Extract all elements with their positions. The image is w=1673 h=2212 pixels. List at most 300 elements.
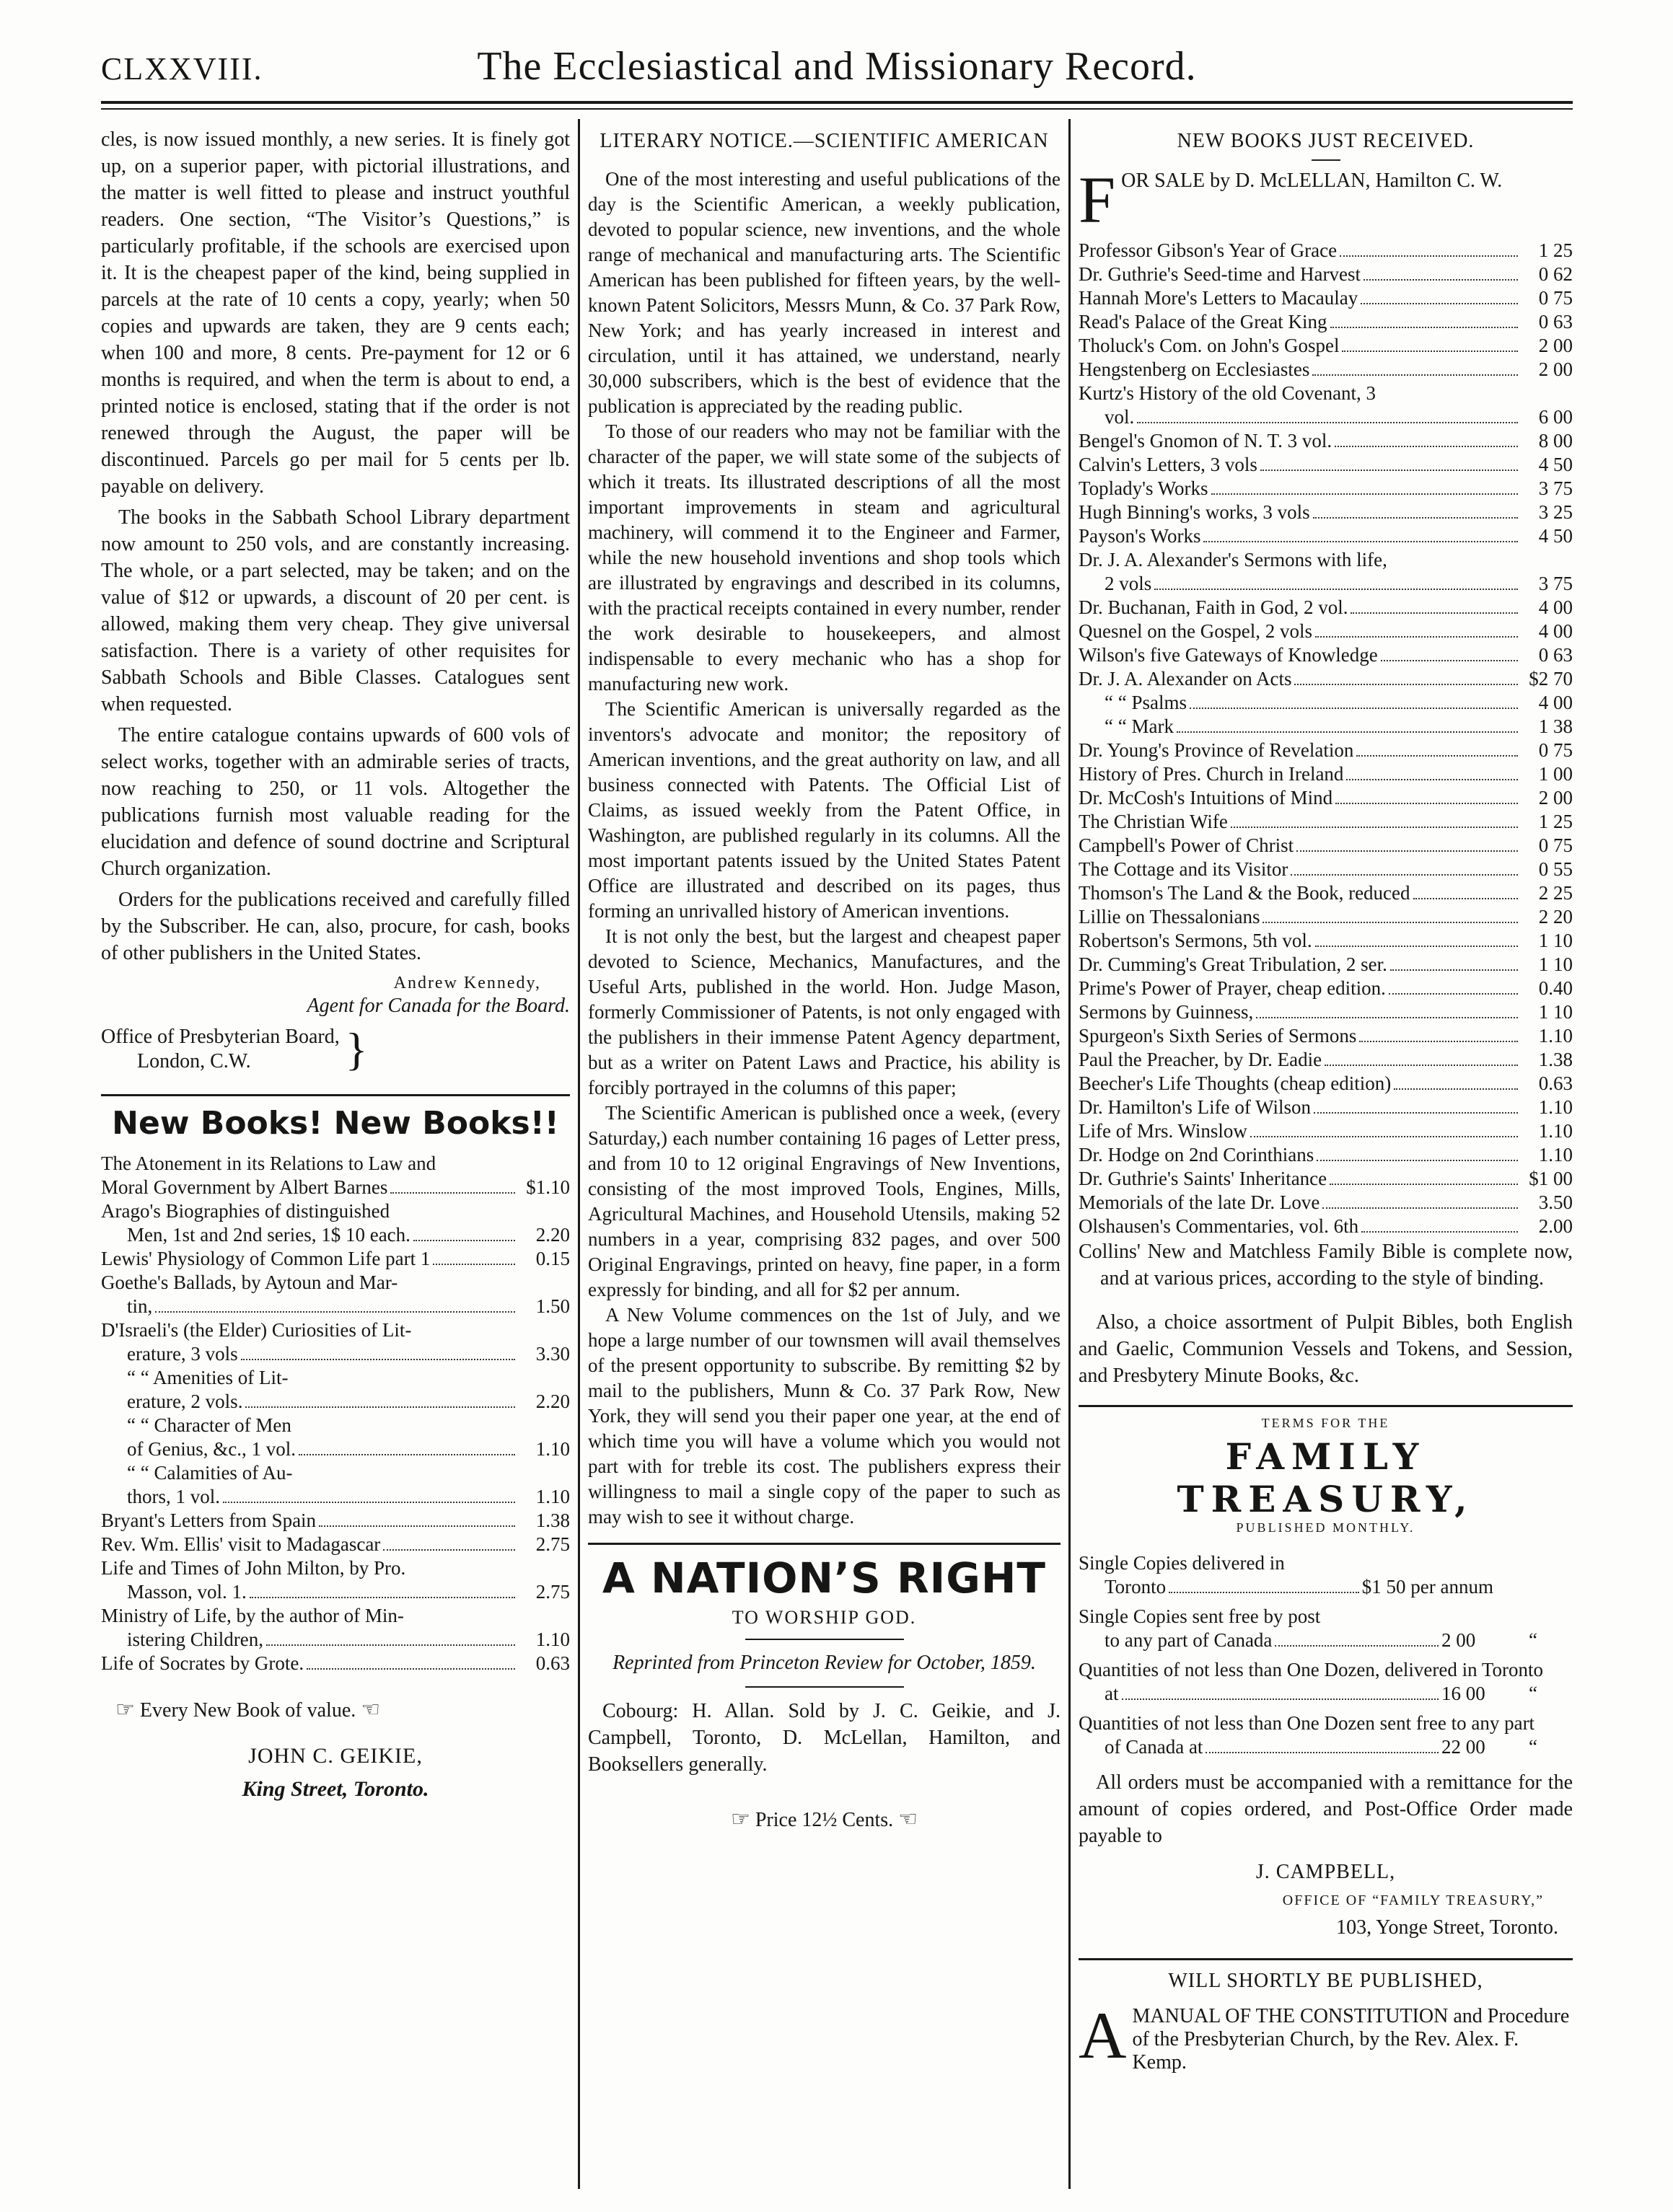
book-row — [101, 1437, 570, 1461]
book-row — [101, 1152, 570, 1176]
book-price: 0.15 — [535, 1248, 570, 1269]
leader-dots — [155, 1311, 515, 1313]
leader-dots — [1250, 1136, 1518, 1137]
section-divider — [101, 1094, 570, 1096]
book-row — [101, 1628, 570, 1652]
book-title: Prime's Power of Prayer, cheap edition. — [1079, 977, 1386, 999]
book-price: 1.10 — [535, 1438, 570, 1460]
book-price: 4 00 — [1538, 620, 1573, 642]
terms-line: Single Copies sent free by post — [1079, 1605, 1321, 1627]
book-title: Read's Palace of the Great King — [1079, 311, 1327, 332]
pointing-hand-left-icon: ☜ — [898, 1807, 918, 1832]
book-row — [101, 1271, 570, 1295]
book-price: 1 00 — [1538, 763, 1573, 785]
leader-dots — [319, 1525, 515, 1527]
book-price: 1.10 — [1538, 1144, 1573, 1166]
book-title: The Cottage and its Visitor — [1079, 858, 1288, 880]
leader-dots — [413, 1240, 515, 1241]
book-row — [1079, 953, 1573, 977]
book-price: 3 75 — [1538, 477, 1573, 499]
leader-dots — [1335, 803, 1518, 804]
book-row — [1079, 1096, 1573, 1119]
header-rule-bottom — [101, 108, 1573, 110]
terms-line: Quantities of not less than One Dozen sent free to any part — [1079, 1712, 1535, 1734]
leader-dots — [1364, 279, 1518, 281]
book-title: Ministry of Life, by the author of Min- — [101, 1605, 404, 1626]
leader-dots — [1335, 446, 1518, 447]
book-row — [1079, 1024, 1573, 1048]
campbell-office: OFFICE OF “FAMILY TREASURY,” — [1282, 1892, 1544, 1908]
leader-dots — [390, 1192, 515, 1194]
ditto-mark: “ — [1529, 1629, 1537, 1651]
book-title: Tholuck's Com. on John's Gospel — [1079, 335, 1340, 356]
book-title: Life of Socrates by Grote. — [101, 1652, 304, 1674]
book-price: 0 75 — [1538, 834, 1573, 856]
book-price: 2.00 — [1538, 1215, 1573, 1237]
leader-dots — [1351, 612, 1518, 614]
header-rule-top — [101, 101, 1573, 104]
book-row — [1079, 834, 1573, 858]
journal-title: The Ecclesiastical and Missionary Record. — [477, 44, 1197, 89]
leader-dots — [266, 1644, 515, 1646]
book-title: Hugh Binning's works, 3 vols — [1079, 501, 1310, 523]
leader-dots — [1361, 1231, 1518, 1233]
book-row — [1079, 453, 1573, 477]
leader-dots — [1313, 517, 1518, 519]
leader-dots — [1314, 1112, 1518, 1114]
new-books-heading: New Books! New Books!! — [112, 1105, 559, 1142]
book-row — [1079, 620, 1573, 643]
book-title: D'Israeli's (the Elder) Curiosities of Lit- — [101, 1319, 412, 1341]
book-row — [101, 1390, 570, 1414]
book-price: 0 63 — [1538, 311, 1573, 332]
article-paragraph: The Scientific American is universally regarded as the inventors's advocate and monitor; the repository of American inventions, and the great authority on law, and all business connected with Patents. The Official List of Claims, as issued weekly from the Patent Office, in Washington, are published regularly in its columns. All the most important patents issued by the United States Patent Office are illustrated and described on its pages, thus forming an unrivalled history of American inventions. — [588, 698, 1061, 922]
leader-dots — [383, 1549, 515, 1551]
column-right — [1079, 126, 1573, 2182]
book-title: Beecher's Life Thoughts (cheap edition) — [1079, 1072, 1392, 1094]
book-row — [1079, 382, 1573, 405]
book-row — [1079, 1215, 1573, 1238]
book-price: 1.10 — [1538, 1096, 1573, 1118]
book-row — [1079, 548, 1573, 572]
article-paragraph: To those of our readers who may not be familiar with the character of the paper, we will state some of the subjects of which it treats. Its illustrated descriptions of all the most important improvements in steam and agricultural machinery, will commend it to the Engineer and Farmer, while the new household inventions and shop tools which are illustrated by engravings and described in its columns, with the practical receipts contained in every number, render the work desirable to housekeepers, and almost indispensable to every mechanic who has a shop for manufacturing new work. — [588, 420, 1061, 695]
terms-line: Single Copies delivered in — [1079, 1552, 1285, 1574]
book-price: 3 75 — [1538, 573, 1573, 594]
book-title: Hengstenberg on Ecclesiastes — [1079, 358, 1310, 380]
signature-role: Agent for Canada for the Board. — [307, 995, 570, 1017]
book-title: Moral Government by Albert Barnes — [101, 1176, 388, 1198]
drop-cap-f: F — [1079, 169, 1116, 227]
pointing-hand-icon: ☞ — [115, 1697, 135, 1722]
leader-dots — [1346, 779, 1518, 780]
book-title: tin, — [127, 1295, 153, 1317]
book-price: 4 50 — [1538, 525, 1573, 547]
page-number: CLXXVIII. — [101, 51, 263, 87]
price-line — [588, 1807, 1061, 1832]
terms-price-row — [1079, 1735, 1573, 1759]
book-title: Dr. Cumming's Great Tribulation, 2 ser. — [1079, 953, 1387, 975]
reprinted-note: Reprinted from Princeton Review for October, 1859. — [612, 1652, 1036, 1674]
book-title: Sermons by Guinness, — [1079, 1001, 1254, 1023]
book-title: History of Pres. Church in Ireland — [1079, 763, 1344, 785]
book-price: 3.30 — [535, 1343, 570, 1365]
book-price: 1.38 — [1538, 1049, 1573, 1070]
scientific-american-article — [588, 167, 1061, 1530]
leader-dots — [1312, 374, 1518, 376]
for-sale-text: OR SALE by D. McLELLAN, Hamilton C. W. — [1121, 169, 1503, 192]
leader-dots — [307, 1668, 515, 1670]
mclellan-book-list — [1079, 239, 1573, 1238]
book-title: Dr. Guthrie's Saints' Inheritance — [1079, 1168, 1327, 1189]
leader-dots — [1231, 827, 1518, 828]
book-title: erature, 2 vols. — [127, 1391, 243, 1412]
terms-price-row — [1079, 1575, 1573, 1599]
book-title: Dr. Buchanan, Faith in God, 2 vol. — [1079, 596, 1348, 618]
leader-dots — [1394, 1088, 1518, 1090]
column-rule-2 — [1068, 119, 1071, 2189]
book-row — [101, 1223, 570, 1247]
book-row — [1079, 1072, 1573, 1096]
for-sale-notice — [1079, 169, 1573, 227]
book-price: 2.75 — [535, 1581, 570, 1603]
leader-dots — [1330, 327, 1519, 328]
nation-subtitle: TO WORSHIP GOD. — [732, 1607, 917, 1628]
book-price: 0.40 — [1538, 977, 1573, 999]
leader-dots — [1203, 541, 1518, 542]
article-paragraph: One of the most interesting and useful publications of the day is the Scientific American, a weekly publication, devoted to popular science, new inventions, and the whole range of mechanical and manufacturing arts. The Scientific American has been published for fifteen years, by the well-known Patent Solicitors, Messrs Munn, & Co. 37 Park Row, New York; and has yearly increased in interest and circulation, until it has attained, we understand, nearly 30,000 subscribers, which is the best of evidence that the publication is appreciated by the reading public. — [588, 168, 1061, 417]
book-price: 1 25 — [1538, 239, 1573, 261]
book-price: 1.50 — [535, 1295, 570, 1317]
book-price: $1 00 — [1529, 1168, 1573, 1189]
article-paragraph: The Scientific American is published once a week, (every Saturday,) each number containing 16 pages of Letter press, and from 10 to 12 original Engravings of New Inventions, consisting of the most improved Tools, Engines, Mills, Agricultural Machines, and Household Utensils, making 52 numbers in a year, comprising 832 pages, and over 500 Original Engravings, printed on heavy, fine paper, in a form expressly for binding, and all for $2 per annum. — [588, 1102, 1061, 1300]
book-price: 2 20 — [1538, 906, 1573, 927]
book-title: The Christian Wife — [1079, 811, 1228, 832]
signature-name: Andrew Kennedy, — [393, 974, 541, 992]
every-new-book-text: Every New Book of value. — [139, 1699, 356, 1722]
book-title: Dr. Young's Province of Revelation — [1079, 739, 1354, 761]
book-price: 2 00 — [1538, 787, 1573, 808]
book-price: 8 00 — [1538, 430, 1573, 451]
leader-dots — [1296, 850, 1518, 852]
book-row — [1079, 310, 1573, 334]
book-row — [1079, 1191, 1573, 1215]
book-price: 2 00 — [1538, 358, 1573, 380]
book-row — [1079, 786, 1573, 810]
book-row — [1079, 1048, 1573, 1072]
book-title: Lewis' Physiology of Common Life part 1 — [101, 1248, 431, 1269]
article-paragraph: It is not only the best, but the largest and cheapest paper devoted to Science, Mechanics, Manufactures, and the Useful Arts, published in the world. Hon. Judge Mason, formerly Commissioner of Patents, is not only engaged with the publishers in their immense Patent Agency department, but as a writer on Patent Laws and Practice, his ability is forcibly portrayed in the columns of this paper; — [588, 925, 1061, 1098]
book-row — [1079, 524, 1573, 548]
leader-dots — [1315, 636, 1518, 638]
book-price: 0.63 — [1538, 1072, 1573, 1094]
book-price: 1.10 — [535, 1486, 570, 1507]
manual-notice — [1079, 2005, 1573, 2074]
book-row — [1079, 501, 1573, 524]
book-title: Men, 1st and 2nd series, 1$ 10 each. — [127, 1224, 410, 1246]
terms-list — [1079, 1551, 1573, 1759]
library-paragraph: The books in the Sabbath School Library department now amount to 250 vols, and are constantly increasing. The whole, or a part selected, may be taken; and on the value of $12 or upwards, a discount of 20 per cent. is allowed, making them very cheap. They give universal satisfaction. There is a variety of other requisites for Sabbath Schools and Bible Classes. Catalogues sent when requested. — [101, 506, 570, 715]
geikie-book-list — [101, 1152, 570, 1675]
book-price: 1.10 — [535, 1629, 570, 1650]
book-row — [1079, 477, 1573, 501]
book-price: 1 10 — [1538, 930, 1573, 951]
book-row — [1079, 905, 1573, 929]
book-price: 0 62 — [1538, 263, 1573, 285]
office-line-2: London, C.W. — [137, 1050, 251, 1072]
book-row — [1079, 739, 1573, 762]
book-title: istering Children, — [127, 1629, 263, 1650]
leader-dots — [223, 1502, 515, 1503]
leader-dots — [1342, 351, 1518, 352]
pointing-hand-icon: ☞ — [730, 1807, 750, 1832]
office-address — [101, 1025, 570, 1074]
book-row — [101, 1604, 570, 1628]
book-price: $1.10 — [526, 1176, 570, 1198]
book-price: 0 75 — [1538, 287, 1573, 309]
terms-for-the: TERMS FOR THE — [1261, 1416, 1390, 1430]
leader-dots — [1211, 493, 1518, 495]
section-divider — [1079, 1405, 1573, 1407]
section-divider — [1079, 1958, 1573, 1960]
seller-name: JOHN C. GEIKIE, — [248, 1744, 423, 1768]
drop-cap-a: A — [1079, 2005, 1127, 2072]
leader-dots — [1256, 1017, 1518, 1018]
book-title: Dr. Hamilton's Life of Wilson — [1079, 1096, 1311, 1118]
campbell-name: J. CAMPBELL, — [1255, 1861, 1396, 1883]
column-left — [101, 126, 570, 2182]
brace-mark: } — [345, 1023, 368, 1075]
book-price: 2 00 — [1538, 335, 1573, 356]
office-line-1: Office of Presbyterian Board, — [101, 1026, 340, 1048]
all-orders-paragraph: All orders must be accompanied with a remittance for the amount of copies ordered, and Post-Office Order made payable to — [1079, 1771, 1573, 1847]
book-price: 0 55 — [1538, 858, 1573, 880]
book-row — [101, 1556, 570, 1580]
leader-dots — [1340, 255, 1518, 257]
terms-entry — [1079, 1605, 1573, 1652]
leader-dots — [433, 1264, 515, 1265]
column-middle — [588, 126, 1061, 2182]
book-row — [1079, 286, 1573, 310]
terms-price: 22 00 — [1441, 1736, 1485, 1758]
book-price: 0 75 — [1538, 739, 1573, 761]
book-title: thors, 1 vol. — [127, 1486, 221, 1507]
also-paragraph: Also, a choice assortment of Pulpit Bibles, both English and Gaelic, Communion Vessels and Tokens, and Session, and Presbytery Minute Books, &c. — [1079, 1311, 1573, 1387]
leader-dots — [1389, 993, 1518, 995]
book-row — [1079, 1143, 1573, 1167]
book-price: 4 00 — [1538, 596, 1573, 618]
book-title: Spurgeon's Sixth Series of Sermons — [1079, 1025, 1357, 1046]
book-title: Hannah More's Letters to Macaulay — [1079, 287, 1358, 309]
leader-dots — [1390, 969, 1518, 971]
book-row — [1079, 643, 1573, 667]
book-row — [1079, 263, 1573, 286]
running-header — [101, 43, 1573, 101]
book-row — [1079, 1000, 1573, 1024]
book-row — [101, 1580, 570, 1604]
terms-label: Toronto — [1105, 1576, 1167, 1598]
book-row — [101, 1652, 570, 1675]
book-row — [1079, 762, 1573, 786]
leader-dots — [1413, 898, 1518, 899]
book-title: Paul the Preacher, by Dr. Eadie — [1079, 1049, 1322, 1070]
short-dash — [1312, 159, 1340, 161]
book-title: The Atonement in its Relations to Law and — [101, 1153, 436, 1174]
shortly-published-heading: WILL SHORTLY BE PUBLISHED, — [1168, 1970, 1483, 1992]
leader-dots — [1294, 684, 1518, 685]
book-title: “ “ Psalms — [1105, 692, 1187, 713]
book-price: 6 00 — [1538, 406, 1573, 428]
collins-bible-note: Collins' New and Matchless Family Bible is complete now, and at various prices, according to the style of binding. — [1079, 1241, 1573, 1290]
book-row — [1079, 881, 1573, 905]
leader-dots — [1291, 874, 1518, 876]
book-title: “ “ Amenities of Lit- — [127, 1367, 289, 1388]
book-title: Life of Mrs. Winslow — [1079, 1120, 1247, 1142]
book-title: Dr. McCosh's Intuitions of Mind — [1079, 787, 1333, 808]
book-price: 0 63 — [1538, 644, 1573, 666]
leader-dots — [1361, 303, 1518, 304]
book-row — [1079, 596, 1573, 620]
leader-dots — [299, 1454, 515, 1455]
book-row — [101, 1247, 570, 1271]
book-row — [101, 1533, 570, 1556]
book-price: 0.63 — [535, 1652, 570, 1674]
book-title: “ “ Mark — [1105, 715, 1174, 737]
manual-text: MANUAL OF THE CONSTITUTION and Procedure of the Presbyterian Church, by the Rev. Alex. F. Kemp. — [1132, 2005, 1570, 2074]
literary-notice-heading: LITERARY NOTICE.—SCIENTIFIC AMERICAN — [600, 130, 1049, 152]
leader-dots — [1190, 708, 1518, 709]
book-row — [1079, 715, 1573, 739]
book-row — [101, 1318, 570, 1342]
book-price: $2 70 — [1529, 668, 1573, 689]
book-row — [1079, 358, 1573, 382]
terms-label: of Canada at — [1105, 1736, 1203, 1758]
leader-dots — [1122, 1698, 1439, 1700]
book-row — [1079, 858, 1573, 881]
book-price: 1.10 — [1538, 1120, 1573, 1142]
book-row — [101, 1509, 570, 1533]
book-row — [1079, 1167, 1573, 1191]
cobourg-note: Cobourg: H. Allan. Sold by J. C. Geikie, and J. Campbell, Toronto, D. McLellan, Hamilton, and Booksellers generally. — [588, 1700, 1061, 1776]
leader-dots — [1177, 731, 1518, 733]
book-title: Quesnel on the Gospel, 2 vols — [1079, 620, 1312, 642]
book-row — [101, 1485, 570, 1509]
campbell-address: 103, Yonge Street, Toronto. — [1336, 1916, 1558, 1939]
book-row — [1079, 572, 1573, 596]
terms-price: 16 00 — [1441, 1683, 1485, 1704]
terms-price: $1 50 per annum — [1361, 1576, 1493, 1598]
leader-dots — [1275, 1645, 1439, 1647]
book-price: 1.10 — [1538, 1025, 1573, 1046]
short-divider — [745, 1686, 904, 1688]
book-price: 4 00 — [1538, 692, 1573, 713]
book-row — [101, 1295, 570, 1318]
book-title: Campbell's Power of Christ — [1079, 834, 1294, 856]
leader-dots — [1322, 1207, 1518, 1209]
terms-price: 2 00 — [1441, 1629, 1476, 1651]
terms-price-row — [1079, 1682, 1573, 1706]
book-title: Arago's Biographies of distinguished — [101, 1200, 390, 1222]
book-row — [1079, 405, 1573, 429]
book-row — [101, 1414, 570, 1437]
book-row — [1079, 334, 1573, 358]
book-row — [1079, 691, 1573, 715]
leader-dots — [1381, 660, 1518, 661]
book-row — [1079, 810, 1573, 834]
book-title: “ “ Calamities of Au- — [127, 1462, 293, 1484]
pointing-hand-left-icon: ☜ — [361, 1697, 381, 1722]
book-title: Memorials of the late Dr. Love — [1079, 1191, 1320, 1213]
leader-dots — [1325, 1065, 1518, 1066]
ditto-mark: “ — [1529, 1683, 1537, 1704]
book-row — [1079, 929, 1573, 953]
book-price: 4 50 — [1538, 454, 1573, 475]
book-row — [101, 1342, 570, 1366]
seller-address: King Street, Toronto. — [242, 1777, 429, 1801]
column-rule-1 — [578, 119, 580, 2189]
book-title: Life and Times of John Milton, by Pro. — [101, 1557, 406, 1579]
book-title: “ “ Character of Men — [127, 1414, 291, 1436]
leader-dots — [1330, 1184, 1518, 1185]
terms-entry — [1079, 1658, 1573, 1706]
book-title: Bengel's Gnomon of N. T. 3 vol. — [1079, 430, 1332, 451]
leader-dots — [245, 1406, 515, 1408]
every-new-book-line — [101, 1697, 570, 1722]
book-price: 2.20 — [535, 1224, 570, 1246]
book-title: Masson, vol. 1. — [127, 1581, 247, 1603]
leader-dots — [250, 1597, 515, 1598]
leader-dots — [1317, 1160, 1518, 1161]
book-title: Olshausen's Commentaries, vol. 6th — [1079, 1215, 1359, 1237]
book-title: Wilson's five Gateways of Knowledge — [1079, 644, 1378, 666]
book-title: Kurtz's History of the old Covenant, 3 — [1079, 382, 1376, 404]
book-title: Professor Gibson's Year of Grace — [1079, 239, 1338, 261]
leader-dots — [1315, 946, 1518, 947]
book-row — [101, 1461, 570, 1485]
book-title: Payson's Works — [1079, 525, 1201, 547]
book-price: 2.75 — [535, 1533, 570, 1555]
leader-dots — [1137, 422, 1518, 423]
section-divider — [588, 1543, 1061, 1545]
publication-intro-paragraph: cles, is now issued monthly, a new series. It is finely got up, on a superior paper, with pictorial illustrations, and the matter is well fitted to please and instruct youthful readers. One section, “The Visitor’s Questions,” is particularly profitable, if the schools are exercised upon it. It is the cheapest paper of the kind, being supplied in parcels at the rate of 10 cents a copy, yearly; when 50 copies and upwards are taken, they are 9 cents each; when 100 and more, 8 cents. Pre-payment for 12 or 6 months is required, and when the term is about to end, a printed notice is enclosed, stating that if the order is not renewed through the August, the paper will be discontinued. Parcels go per mail for 5 cents per lb. payable on delivery. — [101, 128, 570, 498]
book-title: Goethe's Ballads, by Aytoun and Mar- — [101, 1272, 398, 1293]
book-title: Bryant's Letters from Spain — [101, 1510, 317, 1531]
book-title: erature, 3 vols — [127, 1343, 238, 1365]
book-row — [1079, 1119, 1573, 1143]
book-price: 1 25 — [1538, 811, 1573, 832]
orders-paragraph: Orders for the publications received and carefully filled by the Subscriber. He can, also, procure, for cash, books of other publishers in the United States. — [101, 889, 570, 964]
book-title: 2 vols — [1105, 573, 1152, 594]
book-title: Rev. Wm. Ellis' visit to Madagascar — [101, 1533, 381, 1555]
book-title: Lillie on Thessalonians — [1079, 906, 1260, 927]
terms-entry — [1079, 1711, 1573, 1759]
book-price: 1 10 — [1538, 953, 1573, 975]
book-price: 3.50 — [1538, 1191, 1573, 1213]
book-row — [101, 1366, 570, 1390]
book-row — [101, 1176, 570, 1199]
terms-label: at — [1105, 1683, 1119, 1704]
article-paragraph: A New Volume commences on the 1st of July, and we hope a large number of our townsmen will avail themselves of the present opportunity to subscribe. By remitting $2 by mail to the publishers, Munn & Co. 37 Park Row, New York, they will send you their paper one year, at the end of which time you will have a volume which you would not part with for treble its cost. The publishers express their willingness to mail a single copy of the paper to such as may wish to see it without charge. — [588, 1304, 1061, 1528]
terms-label: to any part of Canada — [1105, 1629, 1273, 1651]
ditto-mark: “ — [1529, 1736, 1537, 1758]
book-title: Robertson's Sermons, 5th vol. — [1079, 930, 1312, 951]
published-monthly: PUBLISHED MONTHLY. — [1236, 1520, 1415, 1535]
leader-dots — [1169, 1592, 1359, 1593]
new-books-received-heading: NEW BOOKS JUST RECEIVED. — [1177, 130, 1475, 152]
price-text: Price 12½ Cents. — [755, 1809, 894, 1831]
book-title: Dr. Guthrie's Seed-time and Harvest — [1079, 263, 1361, 285]
book-row — [1079, 977, 1573, 1000]
short-divider — [745, 1639, 904, 1640]
